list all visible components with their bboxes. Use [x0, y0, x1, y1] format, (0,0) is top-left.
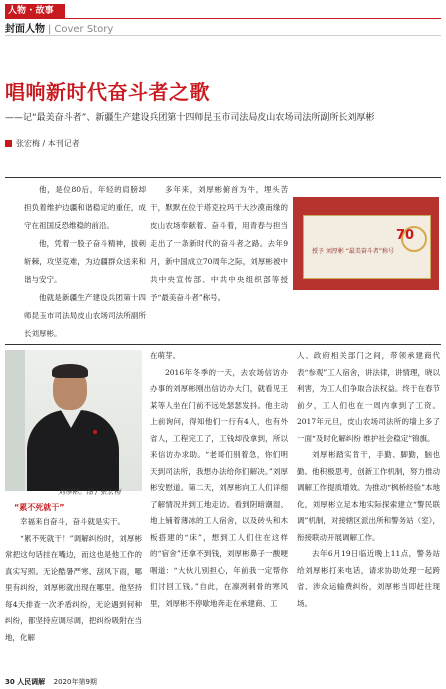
body-paragraph: 人、政府相关部门之间，带领承建商代表“参观”工人宿舍，讲法律，讲情理，晓以利害，为工人们争取合法权益。终于在春节前夕，工人们也在一周内拿到了工资。2017年元旦，皮山农场司法所的墙上多了一面“及时化解纠纷 维护社会稳定”锦旗。 [297, 351, 440, 443]
magazine-name: 人民调解 [17, 678, 46, 686]
column-name-en: Cover Story [54, 24, 114, 35]
body-column-2 [150, 348, 288, 612]
portrait-badge [93, 430, 97, 434]
intro-paragraph: 多年来，刘厚彬俯首为牛，埋头苦干，默默在位于塔克拉玛干大沙漠南缘的皮山农场奉献着、奋斗着，用青春与担当走出了一条新时代的奋斗者之路。去年9月，新中国成立70周年之际，刘厚彬被中共中央宣传部、中共中央组织部等授予“最美奋斗者”称号。 [150, 185, 288, 302]
intro-top-rule [5, 177, 441, 178]
body-paragraph: 去年6月19日临近晚上11点，警务站给刘厚彬打来电话，请求协助处理一起跨省、涉众运输费纠纷，刘厚彬当即赶往现场。 [297, 549, 440, 608]
award-plaque [303, 215, 431, 279]
photo-caption: 刘厚彬。图 / 张宏梅 [58, 488, 121, 496]
body-paragraph: 幸福来自奋斗，奋斗就是实干。 [20, 517, 125, 526]
plaque-text: 授予 刘厚彬 “最美奋斗者”称号 [312, 248, 395, 255]
byline-marker [5, 140, 12, 147]
body-paragraph: 刘厚彬踏实肯干，手勤、脚勤，脑也勤。他积极思考，创新工作机制，努力推动调解工作提质增效。为推动“枫桥经验”本地化，刘厚彬立足本地实际探索建立“警民联调”机制，对接辖区派出所和警务站（室），衔接联动开展调解工作。 [297, 450, 440, 542]
article-title: 唱响新时代奋斗者之歌 [5, 80, 210, 104]
column-label [5, 20, 113, 35]
intro-bottom-rule [5, 344, 441, 345]
portrait-hair [52, 364, 88, 378]
article-subtitle: ——记“最美奋斗者”、新疆生产建设兵团第十四师昆玉市司法局皮山农场司法所副所长刘厚彬 [5, 113, 375, 123]
anniversary-number: 70 [396, 228, 415, 243]
body-paragraph: 2016年冬季的一天，去农场信访办办事的刘厚彬刚出信访办大门，就看见王某等人坐在门前不远处瑟瑟发抖。他主动上前询问，得知他们一行有4人，也有外省人，工程完工了，工钱却没拿到，所以来信访办求助。“老哥们别着急，你们明天到司法所，我想办法给你们解决。”刘厚彬安慰道。第二天，刘厚彬向工人们详细了解情况并到工地走访。看到阴暗潮湿、地上铺着薄冰的工人宿舍，以及砖头和木板搭建的“床”，想到工人们住在这样的“宿舍”还拿不到钱，刘厚彬鼻子一酸哽咽道：“大伙儿别担心，年前我一定帮你们讨回工钱。”自此，在凛冽刺骨的寒风里，刘厚彬不停歇地奔走在承建商、工 [150, 367, 288, 608]
page-footer [5, 677, 97, 687]
issue-label: 2020年第9期 [53, 678, 97, 686]
category-divider [5, 18, 441, 19]
body-paragraph: “累不死就干！”调解纠纷时，刘厚彬常把这句话挂在嘴边，而这也是他工作的真实写照。无论酷暑严寒、刮风下雨，哪里有纠纷，刘厚彬就出现在哪里。他坚持每4天排查一次矛盾纠纷，无论遇到何种纠纷，都坚持应调尽调，把纠纷吸附在当地，化解 [5, 533, 142, 642]
intro-column-2 [150, 181, 288, 307]
award-plaque-photo [293, 197, 439, 290]
byline [5, 138, 80, 149]
intro-column-1 [24, 181, 146, 343]
page-number: 30 [5, 678, 15, 686]
intro-paragraph: 他就是新疆生产建设兵团第十四师昆玉市司法局皮山农场司法所副所长刘厚彬。 [24, 293, 146, 338]
intro-paragraph: 他，凭着一股子奋斗精神，拔刺斩棘，攻坚克难，为边疆群众送来和谐与安宁。 [24, 239, 146, 284]
body-paragraph: 在萌芽。 [150, 351, 180, 360]
category-tag: 人物 · 故事 [5, 4, 65, 18]
body-column-3 [297, 348, 440, 612]
body-column-1 [5, 514, 142, 646]
intro-paragraph: 他，是位80后，年轻的肩膀却担负着维护边疆和谐稳定的重任，成守在祖国反恐维稳的前沿。 [24, 185, 146, 230]
header-divider [5, 35, 441, 36]
background-building [5, 350, 25, 491]
portrait-photo [5, 350, 142, 491]
section-heading: “累不死就干” [14, 503, 65, 512]
column-name: 封面人物 [5, 24, 45, 35]
byline-text: 张宏梅 / 本刊记者 [16, 139, 80, 148]
column-separator: | [48, 24, 52, 35]
